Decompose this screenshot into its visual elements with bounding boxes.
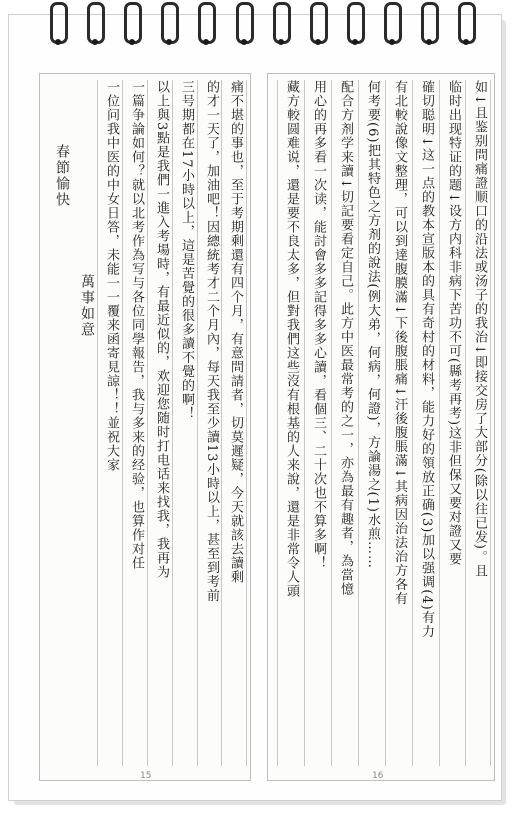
text-column: 用心的再多看一次读，能討會多多記得多多心讀，看個三、二十次也不算多啊！ xyxy=(304,80,329,766)
ring-icon xyxy=(50,2,68,44)
spiral-binding xyxy=(0,0,515,60)
ring-icon xyxy=(124,2,142,44)
ring-icon xyxy=(458,2,476,44)
ring-icon xyxy=(310,2,328,44)
text-column: 確切聪明↓这一点的教本宣版本的具有奇村的材料，能力好的領放正确(3)加以强调(4)有力 xyxy=(412,80,437,766)
page-number: 15 xyxy=(140,771,152,781)
text-column: 藏方較圆难说，還是要不良太多，但對我們这些沒有根基的人来說，還是非常令人頭 xyxy=(277,80,302,766)
ring-icon xyxy=(421,2,439,44)
text-column: 有北較說像文整理，可以到達腹膜滿↓下後腹脹痛↓汗後腹脹滿↓其病因治法治方各有 xyxy=(385,80,410,766)
text-column: 的才一天了，加油吧！因總統考才二个月內，每天我至少讀13小時以上，甚至到考前 xyxy=(197,80,222,766)
text-column: 一位问我中医的中女日答，未能一一覆来函寄見諒！！並祝大家 xyxy=(97,80,122,766)
page-number: 16 xyxy=(372,771,384,781)
text-column: 如↓且鉴别問痛證顺口的沿法或汤子的我治↓即接交房了大部分(除以往已发)。且 xyxy=(465,80,491,766)
text-column: 配合方剂学来讀↓切記要看定自己。此方中医最常考的之一，亦為最有趣者，為當憶 xyxy=(331,80,356,766)
ring-icon xyxy=(87,2,105,44)
text-column: 临时出现特证的题↓设方内科非病下苦功不可(縣考再考)这非但保又要对證又要 xyxy=(439,80,464,766)
text-column: 三号期都在17小時以上，這是苦覺的很多讀不覺的啊！ xyxy=(172,80,197,766)
ring-icon xyxy=(273,2,291,44)
right-page xyxy=(267,73,495,781)
ring-icon xyxy=(236,2,254,44)
closing-line: 萬事如意 xyxy=(79,274,95,338)
ring-icon xyxy=(161,2,179,44)
closing-line: 春節愉快 xyxy=(54,144,70,208)
left-page xyxy=(39,73,251,781)
ring-icon xyxy=(347,2,365,44)
notebook xyxy=(8,14,502,801)
text-column: 以上與3點是我們一進入考場時，有最近似的，欢迎您随时打电话来找我，我再为 xyxy=(147,80,172,766)
ring-icon xyxy=(384,2,402,44)
text-column: 一篇争論如何？就以北考作為写与各位同學報告，我与多来的经验，也算作对任 xyxy=(122,80,147,766)
ring-icon xyxy=(198,2,216,44)
text-column: 痛不堪的事也，至于考期剩還有四个月，有意問請者，切莫遲疑，今天就該去讀剩 xyxy=(221,80,247,766)
text-column: 何考要(6)把其特色之方剂的說法(例大弟，何病，何證)，方論湯之(1)水煎…… xyxy=(358,80,383,766)
